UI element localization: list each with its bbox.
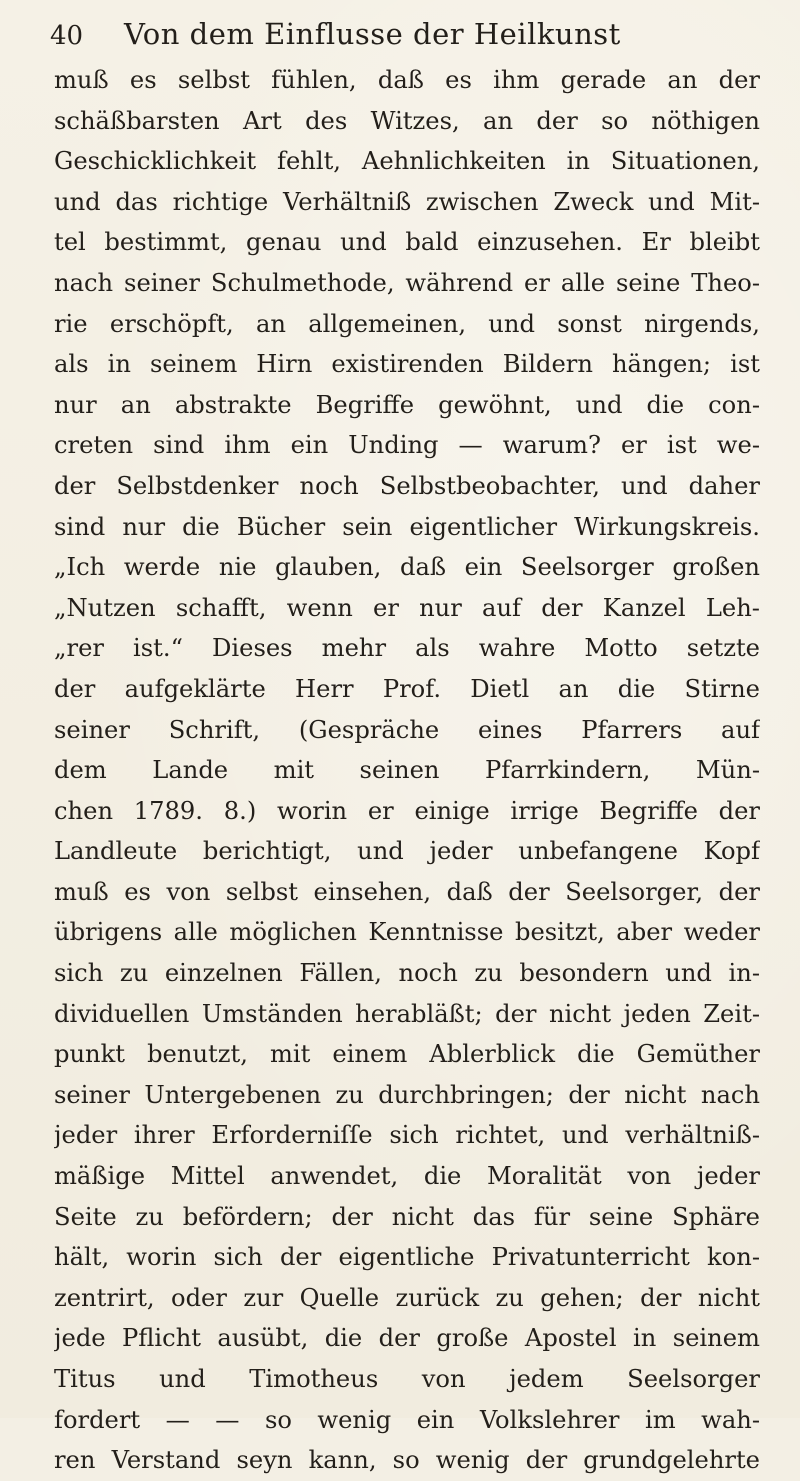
text-line: creten sind ihm ein Unding — warum? er ist we- — [54, 431, 760, 460]
text-line: sich zu einzelnen Fällen, noch zu besondern und in- — [54, 959, 760, 988]
text-line: fordert — — so wenig ein Volkslehrer im wah- — [54, 1405, 760, 1434]
text-line: rie erschöpft, an allgemeinen, und sonst nirgends, — [54, 309, 760, 338]
text-line: jede Pflicht ausübt, die der große Apostel in seinem — [54, 1324, 760, 1353]
text-line: Seite zu befördern; der nicht das für seine Sphäre — [54, 1202, 760, 1231]
text-line: übrigens alle möglichen Kenntnisse besitzt, aber weder — [54, 918, 760, 947]
text-line: mäßige Mittel anwendet, die Moralität von jeder — [54, 1162, 760, 1191]
text-line: der Selbstdenker noch Selbstbeobachter, und daher — [54, 471, 760, 500]
text-line: der aufgeklärte Herr Prof. Dietl an die Stirne — [54, 674, 760, 703]
text-line: schäßbarsten Art des Witzes, an der so nöthigen — [54, 106, 760, 135]
text-line: dem Lande mit seinen Pfarrkindern, Mün- — [54, 756, 760, 785]
text-line: jeder ihrer Erforderniſſe sich richtet, und verhältniß- — [54, 1121, 760, 1150]
body-text — [54, 60, 760, 1481]
text-line: seiner Untergebenen zu durchbringen; der nicht nach — [54, 1080, 760, 1109]
text-line: muß es von selbst einsehen, daß der Seelsorger, der — [54, 877, 760, 906]
text-line: hält, worin sich der eigentliche Privatunterricht kon- — [54, 1243, 760, 1272]
text-line: seiner Schrift, (Gespräche eines Pfarrers auf — [54, 715, 760, 744]
page-number: 40 — [50, 21, 84, 51]
text-line: nur an abstrakte Begriffe gewöhnt, und die con- — [54, 390, 760, 419]
text-line: zentrirt, oder zur Quelle zurück zu gehen; der nicht — [54, 1283, 760, 1312]
text-line: punkt benutzt, mit einem Ablerblick die Gemüther — [54, 1040, 760, 1069]
text-line: muß es selbst fühlen, daß es ihm gerade an der — [54, 66, 760, 94]
text-line: sind nur die Bücher sein eigentlicher Wirkungskreis. — [54, 512, 760, 541]
text-line: und das richtige Verhältniß zwischen Zweck und Mit- — [54, 187, 760, 216]
text-line: dividuellen Umständen herabläßt; der nicht jeden Zeit- — [54, 999, 760, 1028]
text-line: „Ich werde nie glauben, daß ein Seelsorger großen — [54, 553, 760, 582]
text-line: als in seinem Hirn existirenden Bildern hängen; ist — [54, 350, 760, 379]
text-line: „rer ist.“ Dieses mehr als wahre Motto setzte — [54, 634, 760, 663]
text-line: nach seiner Schulmethode, während er alle seine Theo- — [54, 268, 760, 297]
text-line: chen 1789. 8.) worin er einige irrige Begriffe der — [54, 796, 760, 825]
page-header — [50, 12, 750, 56]
text-line: Landleute berichtigt, und jeder unbefangene Kopf — [54, 837, 760, 866]
text-line: tel bestimmt, genau und bald einzusehen. Er bleibt — [54, 228, 760, 257]
text-line: „Nutzen schafft, wenn er nur auf der Kanzel Leh- — [54, 593, 760, 622]
text-line: Geschicklichkeit fehlt, Aehnlichkeiten in Situationen, — [54, 147, 760, 176]
running-title: Von dem Einflusse der Heilkunst — [124, 17, 621, 51]
text-line: Titus und Timotheus von jedem Seelsorger — [54, 1365, 760, 1393]
text-line: ren Verstand seyn kann, so wenig der grundgelehrte — [54, 1446, 760, 1475]
